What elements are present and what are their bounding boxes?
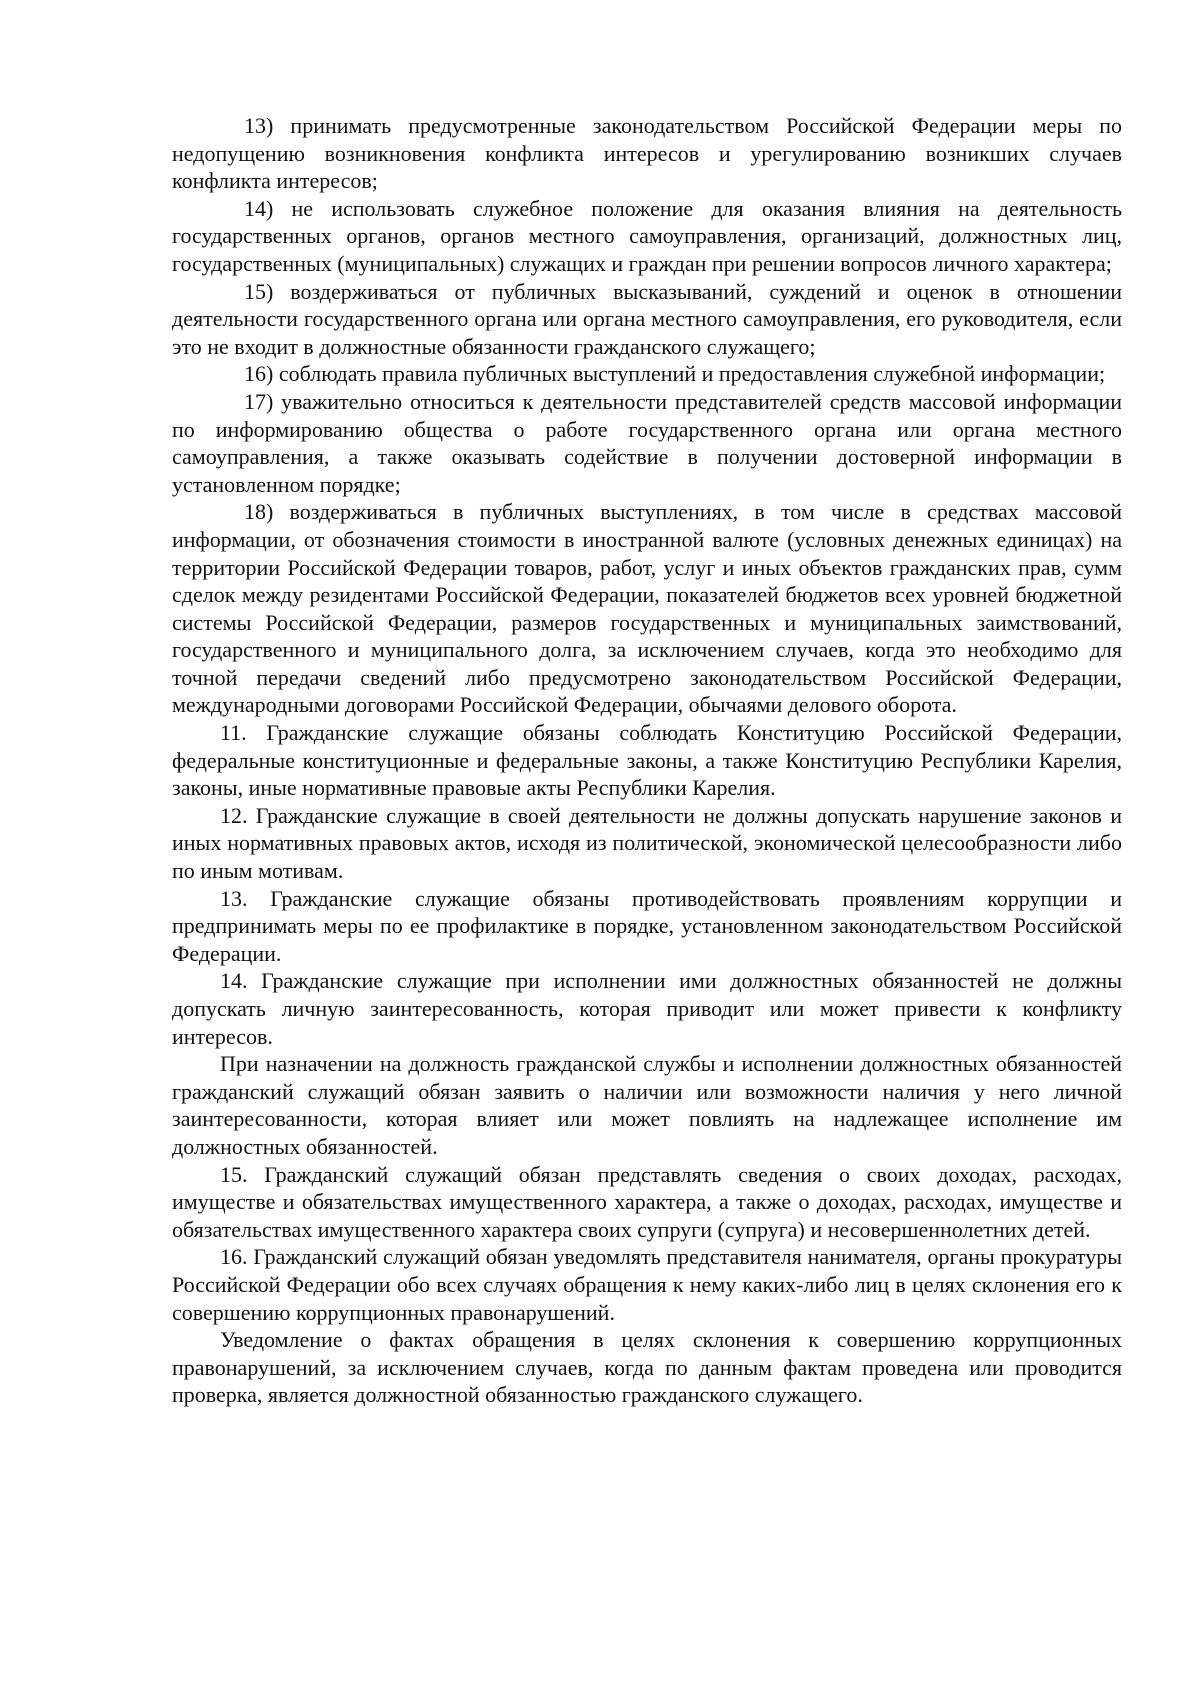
paragraph-section-16-continued: Уведомление о фактах обращения в целях склонения к совершению коррупционных правонарушений, за исключением случаев, когда по данным фактам проведена или проводится проверка, является должностной обязанностью гражданского служащего.	[172, 1327, 1122, 1408]
paragraph-section-12: 12. Гражданские служащие в своей деятельности не должны допускать нарушение законов и иных нормативных правовых актов, исходя из политической, экономической целесообразности либо по иным мотивам.	[172, 802, 1122, 884]
paragraph-section-14-continued: При назначении на должность гражданской службы и исполнении должностных обязанностей гражданский служащий обязан заявить о наличии или возможности наличия у него личной заинтересованности, которая влияет или может повлиять на надлежащее исполнение им должностных обязанностей.	[172, 1051, 1122, 1159]
paragraph-item-16: 16) соблюдать правила публичных выступлений и предоставления служебной информации;	[244, 361, 1106, 387]
paragraph-section-14: 14. Гражданские служащие при исполнении ими должностных обязанностей не должны допускать личную заинтересованность, которая приводит или может привести к конфликту интересов.	[172, 968, 1122, 1049]
paragraph-section-11: 11. Гражданские служащие обязаны соблюдать Конституцию Российской Федерации, федеральные конституционные и федеральные законы, а также Конституцию Республики Карелия, законы, иные нормативные правовые акты Республики Карелия.	[172, 720, 1122, 801]
paragraph-section-16: 16. Гражданский служащий обязан уведомлять представителя нанимателя, органы прокуратуры Российской Федерации обо всех случаях обращения к нему каких-либо лиц в целях склонения его к совершению коррупционных правонарушений.	[172, 1244, 1122, 1325]
document-page	[172, 112, 1122, 1409]
paragraph-item-14: 14) не использовать служебное положение для оказания влияния на деятельность государственных органов, органов местного самоуправления, организаций, должностных лиц, государственных (муниципальных) служащих и граждан при решении вопросов личного характера;	[172, 195, 1122, 276]
paragraph-section-15: 15. Гражданский служащий обязан представлять сведения о своих доходах, расходах, имуществе и обязательствах имущественного характера, а также о доходах, расходах, имуществе и обязательствах имущественного характера своих супруги (супруга) и несовершеннолетних детей.	[172, 1161, 1122, 1242]
paragraph-item-18: 18) воздерживаться в публичных выступлениях, в том числе в средствах массовой информации, от обозначения стоимости в иностранной валюте (условных денежных единицах) на территории Российской Федерации товаров, работ, услуг и иных объектов гражданских прав, сумм сделок между резидентами Российской Федерации, показателей бюджетов всех уровней бюджетной системы Российской Федерации, размеров государственных и муниципальных заимствований, государственного и муниципального долга, за исключением случаев, когда это необходимо для точной передачи сведений либо предусмотрено законодательством Российской Федерации, международными договорами Российской Федерации, обычаями делового оборота.	[172, 499, 1122, 718]
paragraph-item-15: 15) воздерживаться от публичных высказываний, суждений и оценок в отношении деятельности государственного органа или органа местного самоуправления, его руководителя, если это не входит в должностные обязанности гражданского служащего;	[172, 278, 1122, 359]
paragraph-item-13: 13) принимать предусмотренные законодательством Российской Федерации меры по недопущению возникновения конфликта интересов и урегулированию возникших случаев конфликта интересов;	[172, 113, 1122, 194]
paragraph-item-17: 17) уважительно относиться к деятельности представителей средств массовой информации по информированию общества о работе государственного органа или органа местного самоуправления, а также оказывать содействие в получении достоверной информации в установленном порядке;	[172, 388, 1122, 497]
paragraph-section-13: 13. Гражданские служащие обязаны противодействовать проявлениям коррупции и предпринимать меры по ее профилактике в порядке, установленном законодательством Российской Федерации.	[172, 885, 1122, 966]
